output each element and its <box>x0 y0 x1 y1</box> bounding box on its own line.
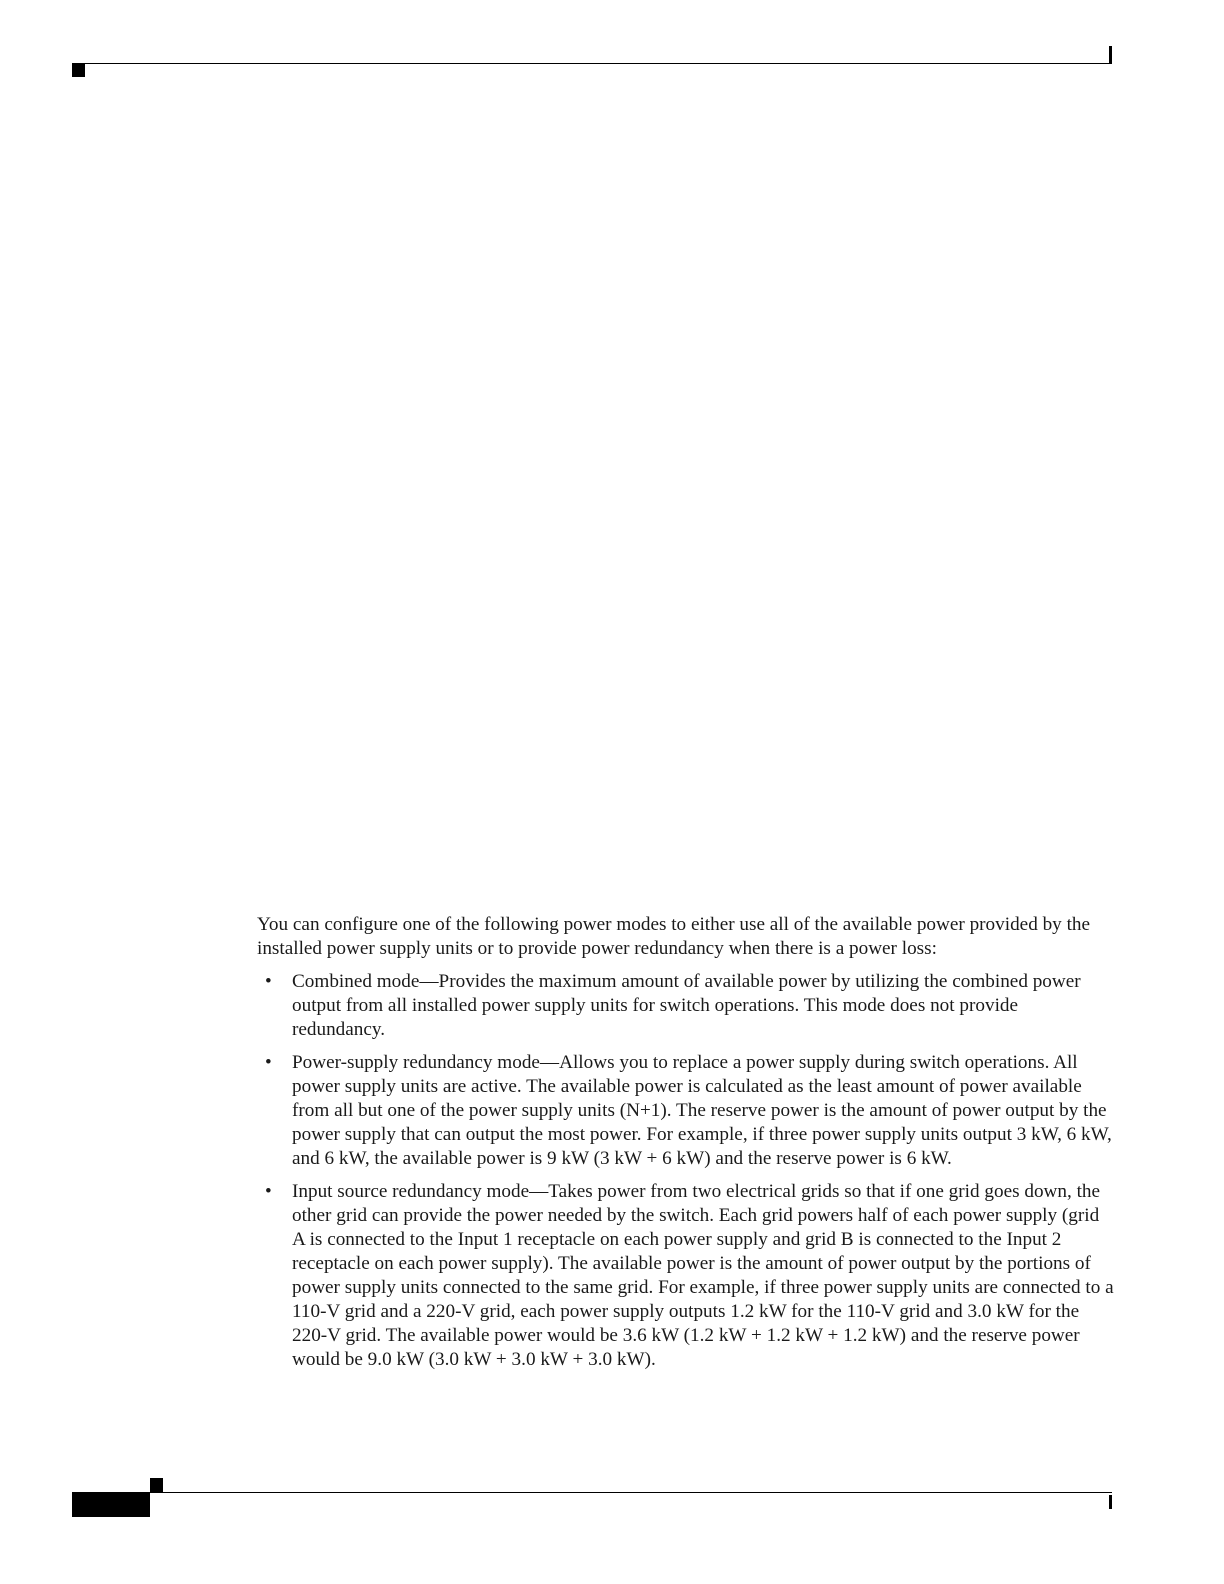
bullet-icon: • <box>265 1052 272 1073</box>
footer-rule <box>72 1492 1112 1493</box>
list-item-text: Input source redundancy mode—Takes power from two electrical grids so that if one grid goes down, the other grid can provide the power needed by the switch. Each grid powers half of each power supply (grid A is connected to the Input 1 receptacle on each power supply and grid B is connected to the Input 2 receptacle on each power supply). The available power is the amount of power output by the portions of power supply units connected to the same grid. For example, if three power supply units are connected to a 110-V grid and a 220-V grid, each power supply outputs 1.2 kW for the 110-V grid and 3.0 kW for the 220-V grid. The available power would be 3.6 kW (1.2 kW + 1.2 kW + 1.2 kW) and the reserve power would be 9.0 kW (3.0 kW + 3.0 kW + 3.0 kW). <box>292 1181 1114 1370</box>
header-corner-mark <box>72 64 85 77</box>
footer-corner-mark <box>150 1478 163 1492</box>
footer-page-tab <box>72 1493 150 1517</box>
list-item-power-supply-redundancy-mode <box>257 1051 1115 1171</box>
power-modes-list <box>257 970 1115 1372</box>
list-item-input-source-redundancy-mode <box>257 1180 1115 1372</box>
bullet-icon: • <box>265 971 272 992</box>
bullet-icon: • <box>265 1181 272 1202</box>
footer-edge-tick <box>1109 1495 1112 1509</box>
header-edge-tick <box>1109 46 1112 64</box>
header-rule <box>72 63 1112 64</box>
list-item-combined-mode <box>257 970 1115 1042</box>
intro-paragraph: You can configure one of the following power modes to either use all of the available power provided by the installed power supply units or to provide power redundancy when there is a power loss: <box>257 914 1091 959</box>
list-item-text: Combined mode—Provides the maximum amount of available power by utilizing the combined power output from all installed power supply units for switch operations. This mode does not provide redundancy. <box>292 971 1081 1040</box>
body-text <box>257 913 1115 1381</box>
list-item-text: Power-supply redundancy mode—Allows you to replace a power supply during switch operations. All power supply units are active. The available power is calculated as the least amount of power available from all but one of the power supply units (N+1). The reserve power is the amount of power output by the power supply that can output the most power. For example, if three power supply units output 3 kW, 6 kW, and 6 kW, the available power is 9 kW (3 kW + 6 kW) and the reserve power is 6 kW. <box>292 1052 1112 1169</box>
